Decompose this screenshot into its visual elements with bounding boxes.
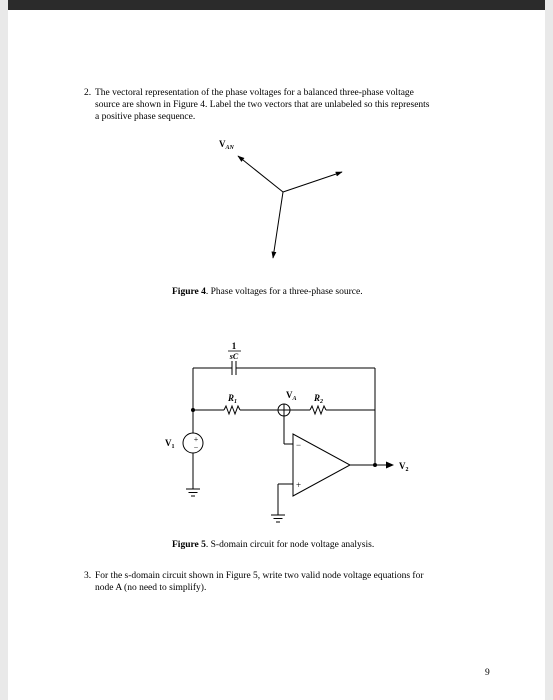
problem-line: node A (no need to simplify). (95, 583, 207, 593)
problem-text (95, 87, 430, 123)
viewer-left-margin (0, 0, 8, 700)
source-plus-sign: + (193, 435, 199, 444)
r1-label: $R_1$ (228, 393, 238, 405)
viewer-right-margin (545, 0, 553, 700)
page-number: 9 (485, 668, 490, 678)
opamp-plus-sign: + (296, 480, 302, 490)
source-minus-sign: − (193, 443, 199, 452)
v2-label: $V_2$ (399, 461, 409, 473)
problem-text (95, 570, 423, 594)
opamp-minus-sign: − (296, 440, 302, 450)
va-label: $V_A$ (286, 390, 297, 402)
van-label: $V_{AN}$ (219, 139, 234, 151)
problem-line: The vectoral representation of the phase voltages for a balanced three-phase voltage (95, 88, 414, 98)
cap-impedance-numerator: 1 (231, 341, 237, 351)
cap-impedance-denominator: sC (229, 352, 239, 361)
figure-5-caption: Figure 5. S-domain circuit for node voltage analysis. (172, 540, 375, 550)
r2-label: $R_2$ (314, 393, 324, 405)
problem-number: 2. (84, 88, 92, 98)
problem-line: For the s-domain circuit shown in Figure 5, write two valid node voltage equations for (95, 571, 424, 581)
problem-line: a positive phase sequence. (95, 112, 196, 122)
viewer-top-bar (0, 0, 553, 10)
figure-4-caption: Figure 4. Phase voltages for a three-phase source. (172, 287, 363, 297)
problem-number: 3. (84, 571, 92, 581)
problem-line: source are shown in Figure 4. Label the two vectors that are unlabeled so this represents (95, 100, 430, 110)
v1-label: $V_1$ (165, 438, 175, 450)
